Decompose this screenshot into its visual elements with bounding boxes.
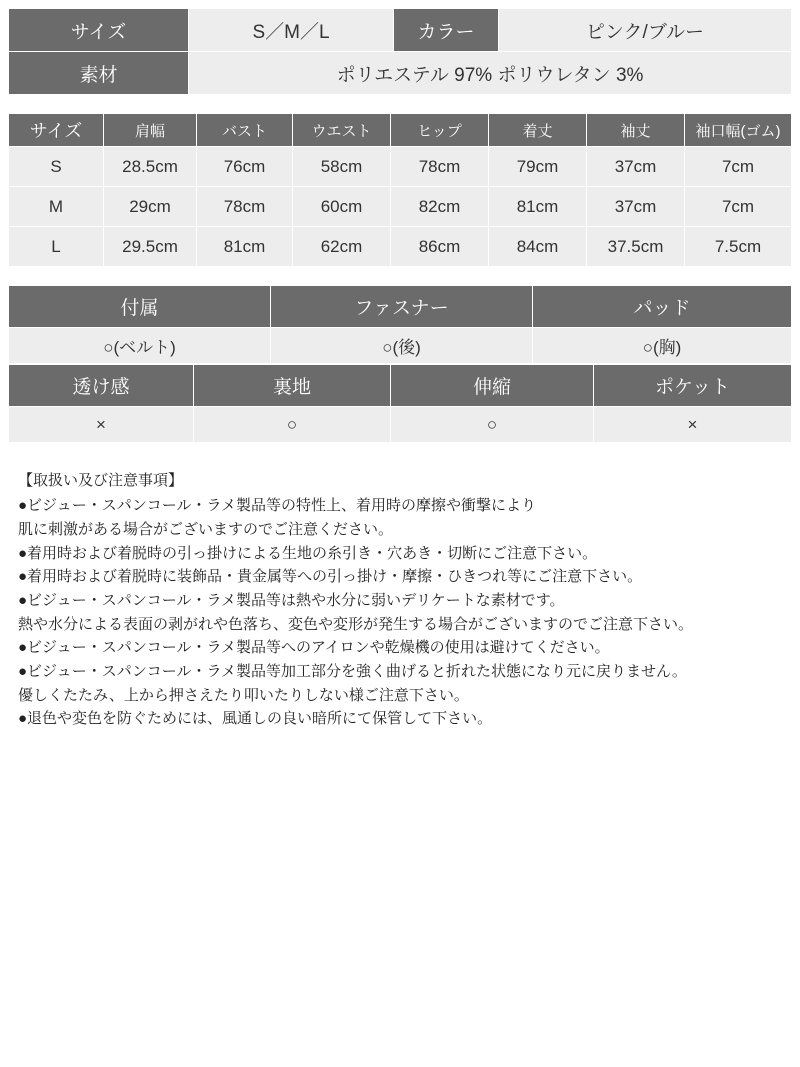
attr-header-pocket: ポケット — [594, 365, 792, 407]
attr-header-stretch: 伸縮 — [391, 365, 594, 407]
attr-header-accessory: 付属 — [9, 286, 271, 328]
table-header-row — [9, 114, 792, 147]
attr-header-pad: パッド — [533, 286, 792, 328]
size-chart-header-bust: バスト — [197, 114, 293, 147]
care-notes — [8, 465, 792, 731]
size-cell: 86cm — [391, 227, 489, 267]
size-cell: 37cm — [587, 187, 685, 227]
table-row — [9, 227, 792, 267]
table-header-row — [9, 286, 792, 328]
size-cell: 81cm — [489, 187, 587, 227]
attr-value-pad: ○(胸) — [533, 328, 792, 364]
size-cell: 82cm — [391, 187, 489, 227]
size-chart-header-length: 着丈 — [489, 114, 587, 147]
size-chart-header-size: サイズ — [9, 114, 104, 147]
size-cell: M — [9, 187, 104, 227]
spec-label-color: カラー — [394, 9, 499, 52]
care-note-line: ●ビジュー・スパンコール・ラメ製品等は熱や水分に弱いデリケートな素材です。 — [18, 592, 565, 609]
size-chart-header-cuff: 袖口幅(ゴム) — [685, 114, 792, 147]
attr-value-lining: ○ — [194, 407, 391, 443]
attributes-table-2 — [8, 364, 792, 443]
care-note-line: 優しくたたみ、上から押さえたり叩いたりしない様ご注意下さい。 — [18, 686, 469, 704]
care-note-line: ●ビジュー・スパンコール・ラメ製品等加工部分を強く曲げると折れた状態になり元に戻りません。 — [18, 663, 687, 681]
attr-value-stretch: ○ — [391, 407, 594, 443]
attr-value-zipper: ○(後) — [271, 328, 533, 364]
size-cell: 7cm — [685, 147, 792, 187]
size-cell: 28.5cm — [104, 147, 197, 187]
size-cell: 78cm — [391, 147, 489, 187]
care-note-line: 肌に刺激がある場合がございますのでご注意ください。 — [18, 520, 394, 538]
table-row — [9, 52, 792, 95]
spec-label-size: サイズ — [9, 9, 189, 52]
care-note-line: ●着用時および着脱時に装飾品・貴金属等への引っ掛け・摩擦・ひきつれ等にご注意下さい。 — [18, 568, 643, 586]
attributes-table-1 — [8, 285, 792, 364]
spec-label-material: 素材 — [9, 52, 189, 95]
table-row — [9, 328, 792, 364]
care-note-line: ●退色や変色を防ぐためには、風通しの良い暗所にて保管して下さい。 — [18, 710, 493, 728]
table-row — [9, 9, 792, 52]
attr-value-accessory: ○(ベルト) — [9, 328, 271, 364]
size-cell: 78cm — [197, 187, 293, 227]
spec-value-size: S／M／L — [189, 9, 394, 52]
size-cell: 7.5cm — [685, 227, 792, 267]
size-chart-header-shoulder: 肩幅 — [104, 114, 197, 147]
spec-table — [8, 8, 792, 95]
care-notes-title: 【取扱い及び注意事項】 — [18, 472, 184, 489]
care-note-line: ●ビジュー・スパンコール・ラメ製品等へのアイロンや乾燥機の使用は避けてください。 — [18, 639, 610, 657]
attr-header-zipper: ファスナー — [271, 286, 533, 328]
care-note-line: 熱や水分による表面の剥がれや色落ち、変色や変形が発生する場合がございますのでご注意下さい。 — [18, 615, 694, 633]
care-note-line: ●着用時および着脱時の引っ掛けによる生地の糸引き・穴あき・切断にご注意下さい。 — [18, 544, 598, 562]
size-cell: 29.5cm — [104, 227, 197, 267]
size-chart-header-sleeve: 袖丈 — [587, 114, 685, 147]
size-chart-table — [8, 113, 792, 267]
attr-header-sheerness: 透け感 — [9, 365, 194, 407]
attr-header-lining: 裏地 — [194, 365, 391, 407]
size-cell: 79cm — [489, 147, 587, 187]
spec-value-color: ピンク/ブルー — [499, 9, 792, 52]
size-cell: 29cm — [104, 187, 197, 227]
attr-value-pocket: × — [594, 407, 792, 443]
size-cell: 84cm — [489, 227, 587, 267]
size-cell: 37cm — [587, 147, 685, 187]
size-cell: 81cm — [197, 227, 293, 267]
size-chart-header-waist: ウエスト — [293, 114, 391, 147]
table-row — [9, 187, 792, 227]
size-cell: 58cm — [293, 147, 391, 187]
table-row — [9, 407, 792, 443]
size-cell: 62cm — [293, 227, 391, 267]
table-row — [9, 147, 792, 187]
size-cell: S — [9, 147, 104, 187]
table-header-row — [9, 365, 792, 407]
size-cell: L — [9, 227, 104, 267]
size-cell: 7cm — [685, 187, 792, 227]
size-cell: 76cm — [197, 147, 293, 187]
care-note-line: ●ビジュー・スパンコール・ラメ製品等の特性上、着用時の摩擦や衝撃により — [18, 497, 537, 515]
size-cell: 37.5cm — [587, 227, 685, 267]
size-chart-header-hip: ヒップ — [391, 114, 489, 147]
size-cell: 60cm — [293, 187, 391, 227]
attr-value-sheerness: × — [9, 407, 194, 443]
spec-value-material: ポリエステル 97% ポリウレタン 3% — [189, 52, 792, 95]
